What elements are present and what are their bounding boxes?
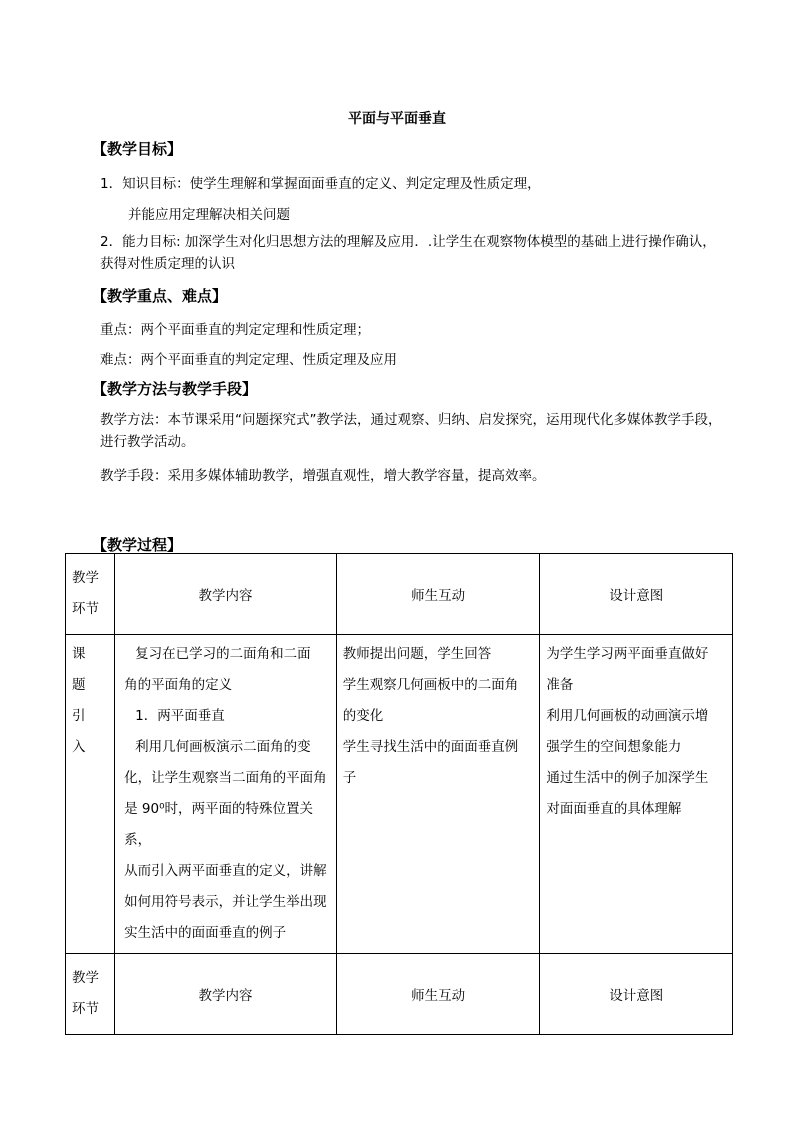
- content-line: 利用几何画板演示二面角的变: [135, 739, 311, 755]
- table-row: [66, 635, 733, 954]
- keypoints-heading: 【教学重点、难点】: [92, 287, 228, 305]
- stage-char: 题: [72, 677, 86, 693]
- intent-line: 通过生活中的例子加深学生: [546, 770, 709, 786]
- content-line: 1．两平面垂直: [135, 708, 225, 724]
- teaching-means: 教学手段：采用多媒体辅助教学，增强直观性，增大教学容量，提高效率。: [100, 468, 546, 484]
- content-line: 如何用符号表示，并让学生举出现: [124, 894, 327, 910]
- key-difficulty: 难点：两个平面垂直的判定定理、性质定理及应用: [100, 352, 397, 368]
- interaction-line: 学生观察几何画板中的二面角: [342, 677, 519, 693]
- header-stage-line1: 教学: [72, 970, 99, 986]
- interaction-cell: [336, 635, 540, 954]
- intent-line: 强学生的空间想象能力: [546, 739, 682, 755]
- intent-line: 利用几何画板的动画演示增: [546, 708, 709, 724]
- content-line: 从而引入两平面垂直的定义，讲解: [124, 863, 327, 879]
- header-stage-line1: 教学: [72, 570, 99, 586]
- stage-char: 引: [72, 708, 86, 724]
- intent-line: 准备: [546, 677, 574, 693]
- header-intent: 设计意图: [540, 554, 733, 635]
- intent-cell: [540, 635, 733, 954]
- header-stage-line2: 环节: [72, 1001, 99, 1017]
- objective-knowledge-cont: 并能应用定理解决相关问题: [128, 207, 290, 223]
- header-interaction: 师生互动: [336, 954, 540, 1035]
- key-focus: 重点：两个平面垂直的判定定理和性质定理；: [100, 322, 370, 338]
- page-title: 平面与平面垂直: [348, 111, 446, 127]
- objective-knowledge: 1．知识目标：使学生理解和掌握面面垂直的定义、判定定理及性质定理，: [100, 176, 541, 192]
- interaction-line: 的变化: [342, 708, 384, 724]
- methods-heading: 【教学方法与教学手段】: [92, 380, 258, 398]
- content-line: 实生活中的面面垂直的例子: [124, 925, 287, 941]
- content-line: 化，让学生观察当二面角的平面角: [124, 770, 327, 786]
- interaction-line: 子: [342, 770, 357, 786]
- table-header-row-repeat: [66, 954, 733, 1035]
- objective-ability: 2．能力目标: 加深学生对化归思想方法的理解及应用．.让学生在观察物体模型的基础上进行操作确认，获得对性质定理的认识: [100, 234, 716, 272]
- header-stage-line2: 环节: [72, 601, 99, 617]
- interaction-line: 教师提出问题，学生回答: [342, 646, 492, 662]
- teaching-method: 教学方法：本节课采用“问题探究式”教学法，通过观察、归纳、启发探究，运用现代化多媒体教学手段，进行教学活动。: [100, 412, 722, 450]
- process-heading: 【教学过程】: [92, 536, 183, 554]
- header-intent: 设计意图: [540, 954, 733, 1035]
- content-line: 复习在已学习的二面角和二面: [135, 646, 311, 662]
- header-interaction: 师生互动: [336, 554, 540, 635]
- table-header-row: [66, 554, 733, 635]
- intent-line: 为学生学习两平面垂直做好: [546, 646, 709, 662]
- content-cell: [115, 635, 337, 954]
- intent-line: 对面面垂直的具体理解: [546, 801, 682, 817]
- header-stage: [66, 554, 115, 635]
- stage-char: 课: [72, 646, 86, 662]
- content-line: 是 90⁰时，两平面的特殊位置关系，: [124, 801, 314, 848]
- header-stage: [66, 954, 115, 1035]
- header-content: 教学内容: [115, 554, 337, 635]
- objectives-heading: 【教学目标】: [92, 140, 183, 158]
- content-line: 角的平面角的定义: [124, 677, 233, 693]
- stage-cell: [66, 635, 115, 954]
- header-content: 教学内容: [115, 954, 337, 1035]
- stage-char: 入: [72, 739, 86, 755]
- interaction-line: 学生寻找生活中的面面垂直例: [342, 739, 519, 755]
- teaching-process-table: [65, 553, 733, 1035]
